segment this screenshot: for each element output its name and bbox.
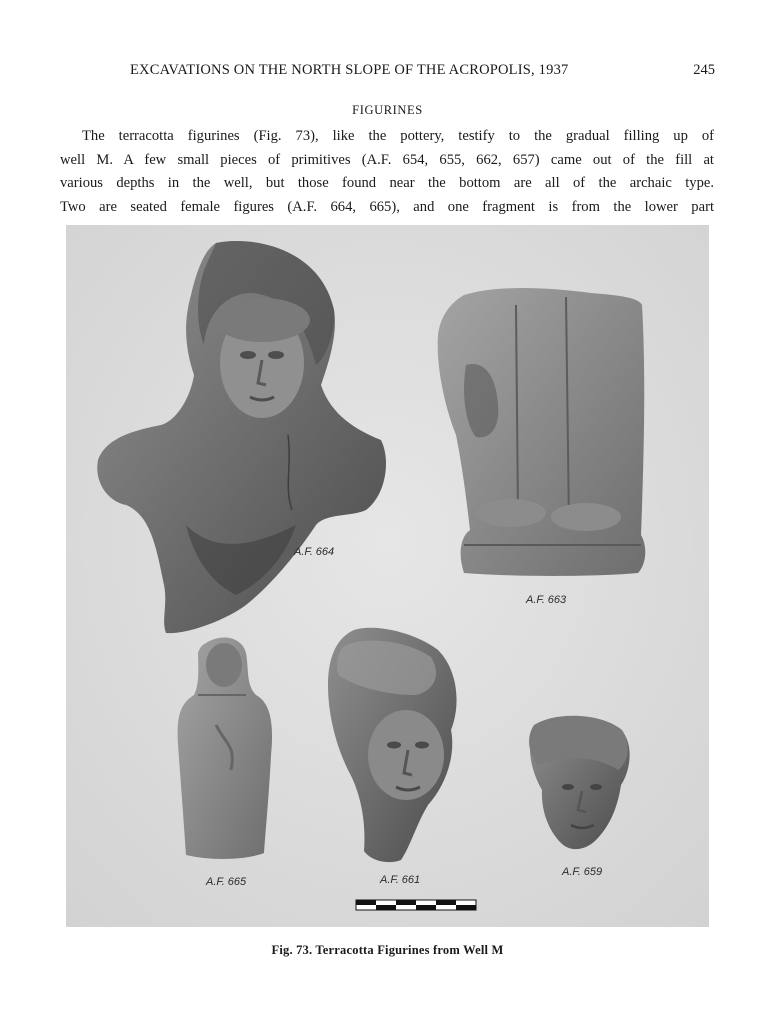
- figurine-label-af659: A.F. 659: [562, 866, 603, 878]
- figurine-label-af661: A.F. 661: [380, 874, 421, 886]
- paragraph-line: The terracotta figurines (Fig. 73), like the pottery, testify to the gradual filling up of: [82, 128, 714, 144]
- figure-plate: [66, 225, 709, 927]
- figurine-label-af664: A.F. 664: [294, 546, 335, 558]
- running-head: [130, 62, 715, 82]
- figurine-label-af663: A.F. 663: [526, 594, 567, 606]
- paragraph-line: well M. A few small pieces of primitives (A.F. 654, 655, 662, 657) came out of the fill at: [60, 151, 714, 168]
- section-heading: FIGURINES: [352, 103, 423, 117]
- paragraph-line: various depths in the well, but those found near the bottom are all of the archaic type.: [60, 175, 714, 192]
- scale-bar: [356, 900, 476, 910]
- body-paragraph: [60, 125, 714, 220]
- figurine-label-af665: A.F. 665: [206, 876, 247, 888]
- figure-caption: Fig. 73. Terracotta Figurines from Well M: [271, 943, 504, 957]
- running-title: EXCAVATIONS ON THE NORTH SLOPE OF THE ACROPOLIS, 1937: [130, 62, 569, 78]
- paragraph-line: Two are seated female figures (A.F. 664, 665), and one fragment is from the lower part: [60, 199, 714, 216]
- page-number: 245: [693, 62, 715, 78]
- figurine-af663-image: [438, 288, 646, 576]
